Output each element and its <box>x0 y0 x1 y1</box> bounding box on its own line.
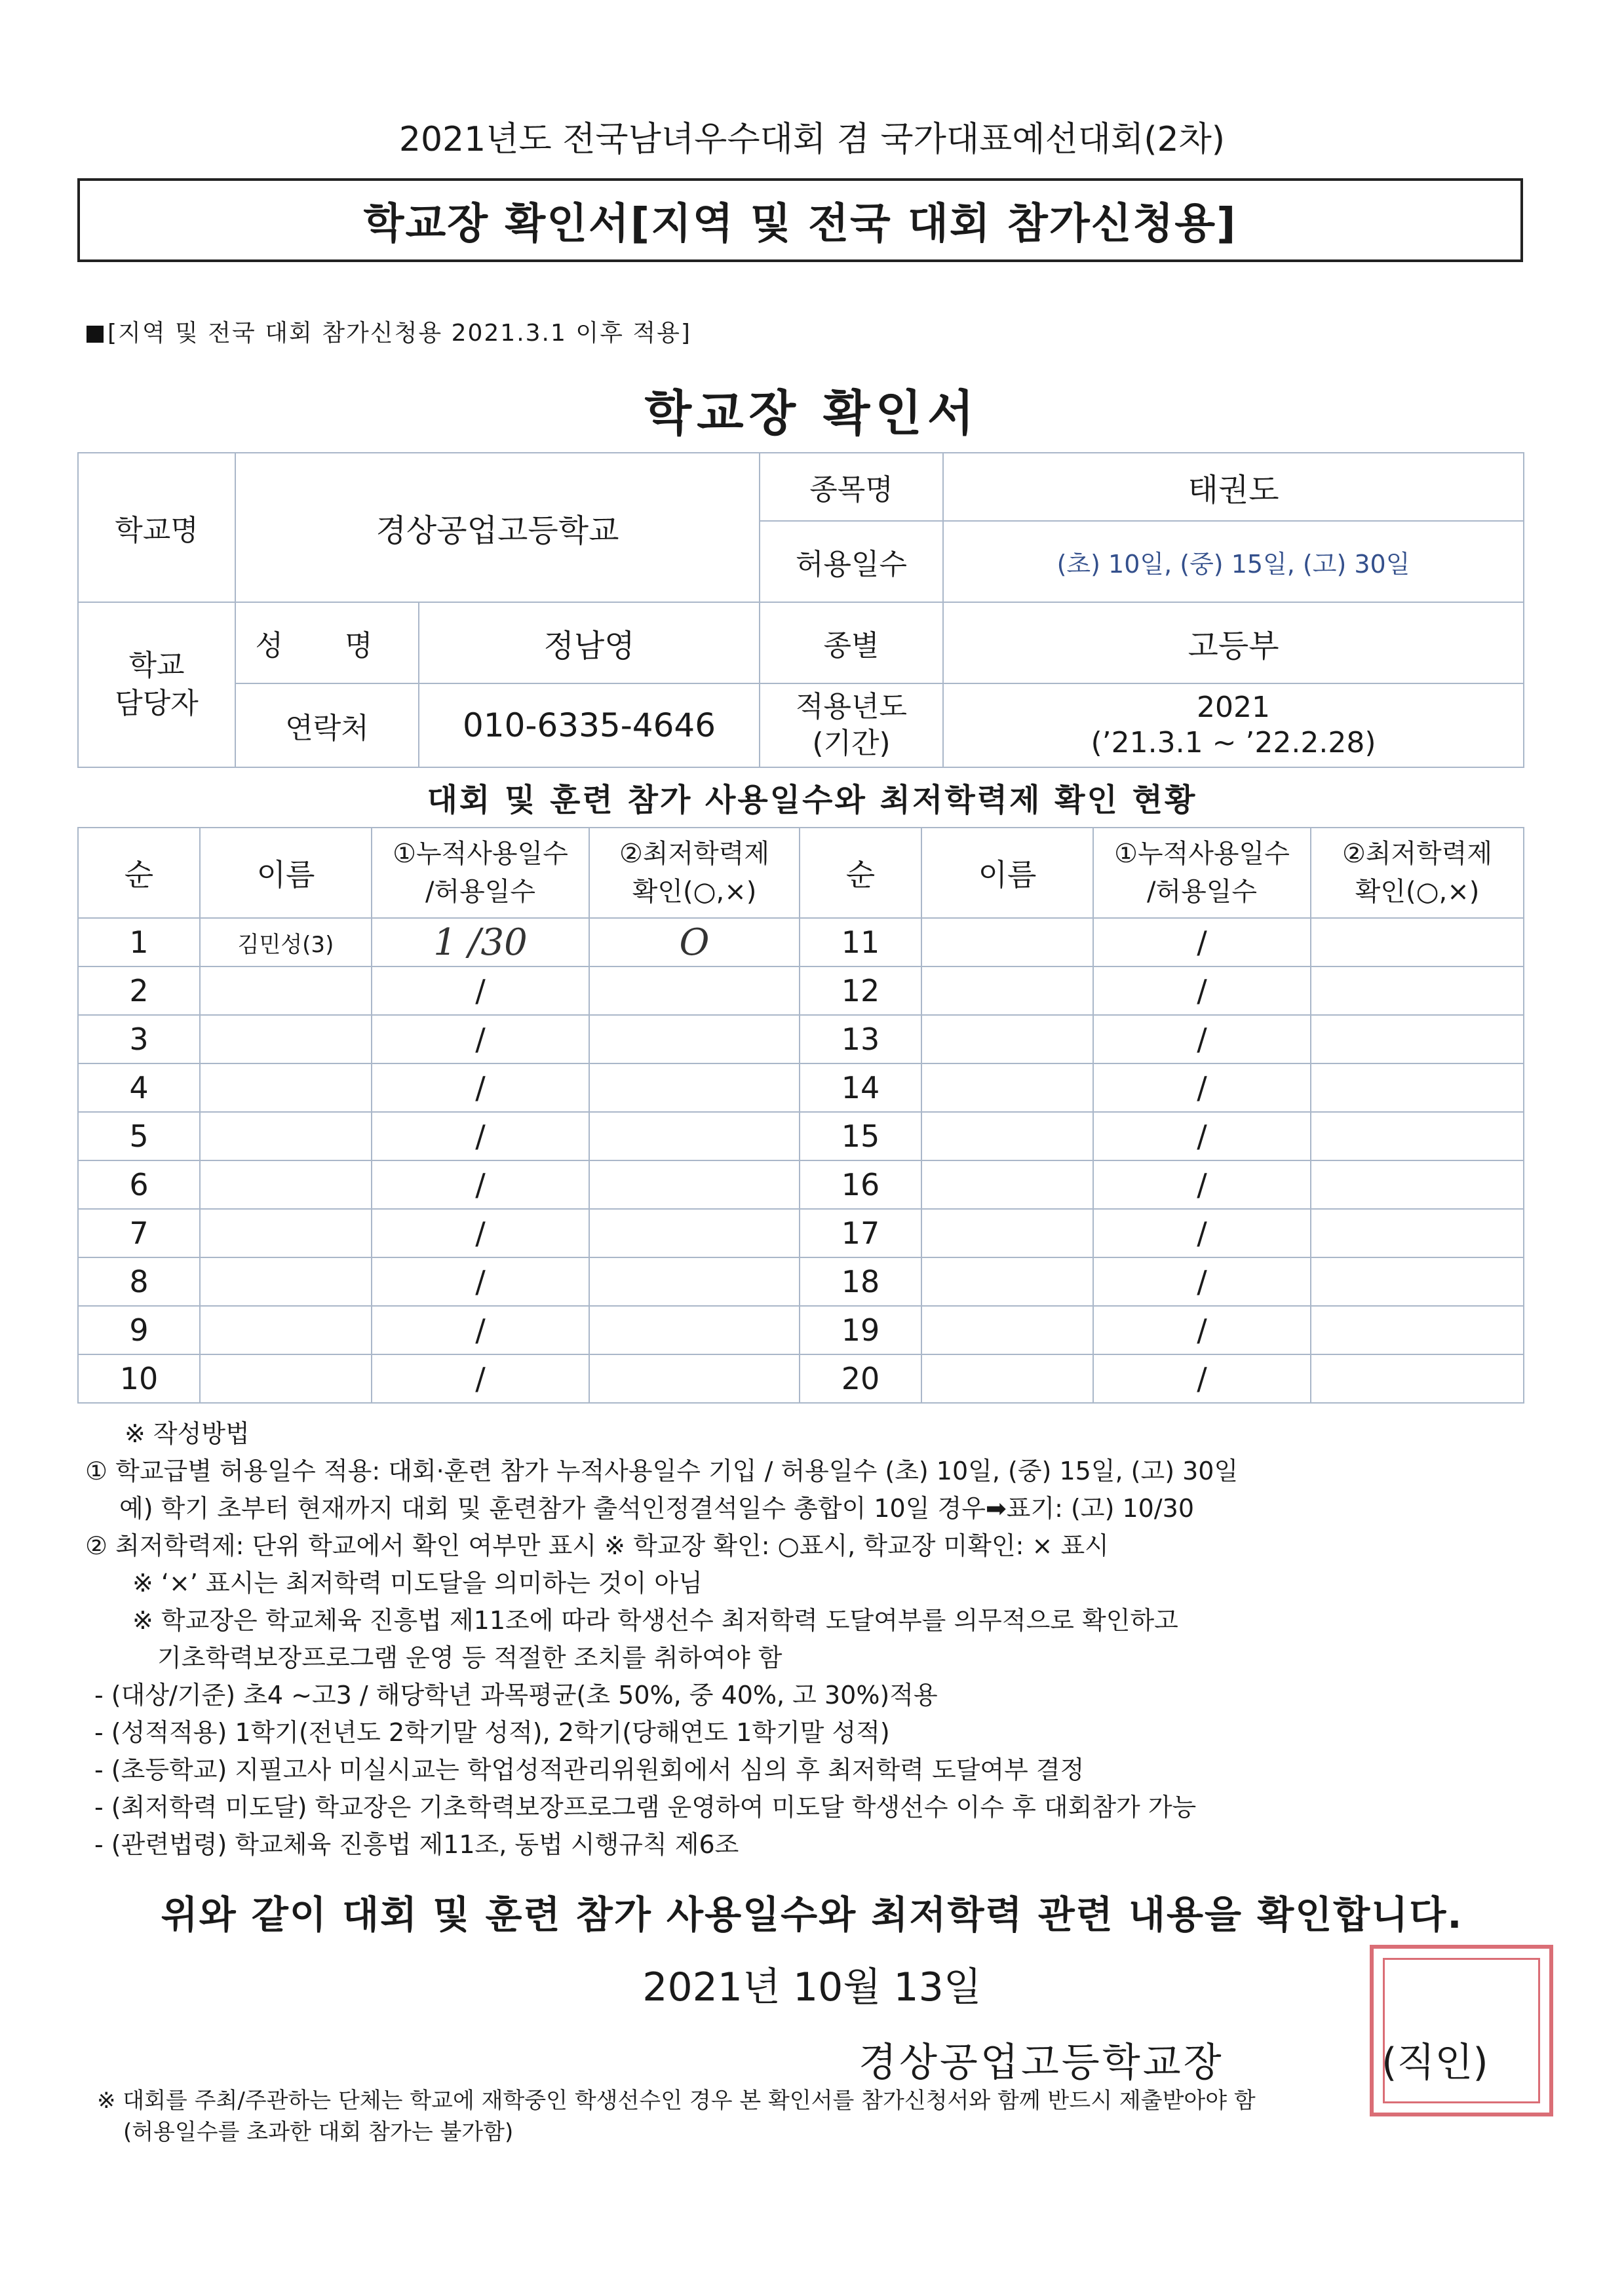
school-label: 학교명 <box>78 453 235 602</box>
athlete-name <box>921 1306 1093 1354</box>
row-number: 20 <box>800 1354 921 1403</box>
document-title: 학교장 확인서[지역 및 전국 대회 참가신청용] <box>363 200 1237 248</box>
row-number: 17 <box>800 1209 921 1257</box>
academic-check <box>1311 918 1524 966</box>
table-row <box>78 1015 1524 1063</box>
academic-check <box>1311 1209 1524 1257</box>
athlete-name <box>921 1015 1093 1063</box>
notice <box>87 315 691 348</box>
instruction-line: ※ 학교장은 학교체육 진흥법 제11조에 따라 학생선수 최저학력 도달여부를 의무적으로 확인하고 <box>132 1606 1178 1635</box>
academic-check <box>589 1063 800 1112</box>
row-number: 3 <box>78 1015 200 1063</box>
athlete-name: 김민성(3) <box>200 918 372 966</box>
table-row <box>78 1354 1524 1403</box>
contact-label: 연락처 <box>235 683 419 767</box>
days-entry: / <box>372 1306 589 1354</box>
sport-value: 태권도 <box>943 453 1524 521</box>
table-row <box>78 1112 1524 1160</box>
division-label: 종별 <box>760 602 943 683</box>
instruction-line: - (관련법령) 학교체육 진흥법 제11조, 동법 시행규칙 제6조 <box>94 1830 739 1859</box>
days-entry: / <box>372 966 589 1015</box>
name-label: 성 명 <box>235 602 419 683</box>
academic-check <box>1311 1306 1524 1354</box>
athlete-name <box>200 966 372 1015</box>
academic-check <box>1311 1257 1524 1306</box>
instruction-line: ① 학교급별 허용일수 적용: 대회·훈련 참가 누적사용일수 기입 / 허용일수 (초) 10일, (중) 15일, (고) 30일 <box>85 1457 1239 1485</box>
days-entry: / <box>372 1063 589 1112</box>
days-entry: / <box>1093 1160 1311 1209</box>
table-row <box>78 966 1524 1015</box>
table-row <box>78 918 1524 966</box>
header-name: 이름 <box>921 828 1093 918</box>
row-number: 8 <box>78 1257 200 1306</box>
athlete-name <box>921 918 1093 966</box>
days-entry: / <box>1093 1063 1311 1112</box>
instruction-line: ※ ‘×’ 표시는 최저학력 미도달을 의미하는 것이 아님 <box>132 1569 703 1598</box>
status-section-title: 대회 및 훈련 참가 사용일수와 최저학력제 확인 현황 <box>427 782 1197 818</box>
row-number: 10 <box>78 1354 200 1403</box>
manager-name: 정남영 <box>419 602 760 683</box>
instruction-line: - (성적적용) 1학기(전년도 2학기말 성적), 2학기(당해연도 1학기말 성적) <box>94 1718 890 1747</box>
row-number: 14 <box>800 1063 921 1112</box>
athlete-name <box>921 1209 1093 1257</box>
row-number: 7 <box>78 1209 200 1257</box>
header-academic: ②최저학력제 확인(○,×) <box>589 828 800 918</box>
academic-check <box>1311 1112 1524 1160</box>
row-number: 12 <box>800 966 921 1015</box>
row-number: 16 <box>800 1160 921 1209</box>
period-value: 2021 (’21.3.1 ~ ’22.2.28) <box>943 683 1524 767</box>
row-number: 11 <box>800 918 921 966</box>
instruction-line: ② 최저학력제: 단위 학교에서 확인 여부만 표시 ※ 학교장 확인: ○표시, 학교장 미확인: × 표시 <box>85 1531 1109 1560</box>
athlete-name <box>921 1354 1093 1403</box>
notice-text: [지역 및 전국 대회 참가신청용 2021.3.1 이후 적용] <box>107 320 691 347</box>
instructions-heading: ※ 작성방법 <box>125 1419 250 1448</box>
academic-check: O <box>589 918 800 966</box>
allowed-days-value: (초) 10일, (중) 15일, (고) 30일 <box>943 521 1524 602</box>
table-row <box>78 1257 1524 1306</box>
header-days: ①누적사용일수 /허용일수 <box>1093 828 1311 918</box>
table-row <box>78 1306 1524 1354</box>
athlete-name <box>921 1257 1093 1306</box>
days-entry: / <box>1093 1112 1311 1160</box>
days-entry: / <box>1093 1209 1311 1257</box>
days-entry: / <box>372 1160 589 1209</box>
academic-check <box>1311 1063 1524 1112</box>
academic-check <box>589 1160 800 1209</box>
instruction-line: - (최저학력 미도달) 학교장은 기초학력보장프로그램 운영하여 미도달 학생선수 이수 후 대회참가 가능 <box>94 1793 1197 1822</box>
header-days: ①누적사용일수 /허용일수 <box>372 828 589 918</box>
table-row <box>78 1209 1524 1257</box>
period-label: 적용년도 (기간) <box>760 683 943 767</box>
instruction-line: - (초등학교) 지필고사 미실시교는 학업성적관리위원회에서 심의 후 최저학력 도달여부 결정 <box>94 1755 1085 1784</box>
athlete-name <box>921 1063 1093 1112</box>
principal-title: 경상공업고등학교장 <box>859 2040 1224 2086</box>
athlete-name <box>200 1160 372 1209</box>
manager-label: 학교 담당자 <box>78 602 235 767</box>
instruction-line: 예) 학기 초부터 현재까지 대회 및 훈련참가 출석인정결석일수 총합이 10일 경우➡표기: (고) 10/30 <box>119 1494 1195 1523</box>
athlete-name <box>200 1015 372 1063</box>
athlete-name <box>200 1306 372 1354</box>
days-entry: 1 /30 <box>372 918 589 966</box>
row-number: 18 <box>800 1257 921 1306</box>
row-number: 19 <box>800 1306 921 1354</box>
instructions <box>85 1415 1560 1864</box>
academic-check <box>1311 1015 1524 1063</box>
table-row <box>78 1063 1524 1112</box>
days-entry: / <box>372 1015 589 1063</box>
days-entry: / <box>1093 1015 1311 1063</box>
instruction-line: - (대상/기준) 초4 ~고3 / 해당학년 과목평균(초 50%, 중 40%, 고 30%)적용 <box>94 1681 938 1710</box>
footer-note <box>97 2085 1539 2148</box>
header-no: 순 <box>78 828 200 918</box>
division-value: 고등부 <box>943 602 1524 683</box>
confirmation-statement: 위와 같이 대회 및 훈련 참가 사용일수와 최저학력 관련 내용을 확인합니다. <box>161 1892 1463 1937</box>
row-number: 15 <box>800 1112 921 1160</box>
athlete-name <box>200 1209 372 1257</box>
document-title-box <box>77 178 1523 262</box>
allowed-days-label: 허용일수 <box>760 521 943 602</box>
square-bullet-icon <box>87 326 104 343</box>
days-entry: / <box>1093 966 1311 1015</box>
instruction-line: 기초학력보장프로그램 운영 등 적절한 조치를 취하여야 함 <box>157 1643 783 1672</box>
header-name: 이름 <box>200 828 372 918</box>
athlete-name <box>200 1354 372 1403</box>
athlete-name <box>200 1063 372 1112</box>
days-entry: / <box>1093 918 1311 966</box>
days-entry: / <box>1093 1306 1311 1354</box>
header-no: 순 <box>800 828 921 918</box>
athlete-name <box>200 1112 372 1160</box>
info-table <box>77 452 1524 768</box>
athlete-name <box>921 1160 1093 1209</box>
academic-check <box>589 1306 800 1354</box>
athlete-name <box>921 966 1093 1015</box>
academic-check <box>1311 1160 1524 1209</box>
days-entry: / <box>372 1354 589 1403</box>
seal-label: (직인) <box>1382 2040 1488 2086</box>
row-number: 5 <box>78 1112 200 1160</box>
academic-check <box>1311 1354 1524 1403</box>
academic-check <box>589 1257 800 1306</box>
contact-value: 010-6335-4646 <box>419 683 760 767</box>
event-title: 2021년도 전국남녀우수대회 겸 국가대표예선대회(2차) <box>398 120 1226 159</box>
days-entry: / <box>372 1112 589 1160</box>
row-number: 4 <box>78 1063 200 1112</box>
athlete-name <box>921 1112 1093 1160</box>
academic-check <box>589 1015 800 1063</box>
academic-check <box>589 1112 800 1160</box>
school-name: 경상공업고등학교 <box>235 453 760 602</box>
row-number: 1 <box>78 918 200 966</box>
athlete-name <box>200 1257 372 1306</box>
academic-check <box>1311 966 1524 1015</box>
signing-date: 2021년 10월 13일 <box>642 1964 982 2010</box>
roster-table <box>77 827 1524 1404</box>
row-number: 6 <box>78 1160 200 1209</box>
row-number: 9 <box>78 1306 200 1354</box>
row-number: 2 <box>78 966 200 1015</box>
main-title: 학교장 확인서 <box>644 385 980 442</box>
footer-line: ※ 대회를 주최/주관하는 단체는 학교에 재학중인 학생선수인 경우 본 확인서를 참가신청서와 함께 반드시 제출받아야 함 <box>97 2088 1256 2114</box>
days-entry: / <box>1093 1257 1311 1306</box>
days-entry: / <box>1093 1354 1311 1403</box>
row-number: 13 <box>800 1015 921 1063</box>
footer-line: (허용일수를 초과한 대회 참가는 불가함) <box>123 2119 514 2145</box>
days-entry: / <box>372 1209 589 1257</box>
sport-label: 종목명 <box>760 453 943 521</box>
academic-check <box>589 1354 800 1403</box>
table-row <box>78 1160 1524 1209</box>
academic-check <box>589 966 800 1015</box>
academic-check <box>589 1209 800 1257</box>
days-entry: / <box>372 1257 589 1306</box>
header-academic: ②최저학력제 확인(○,×) <box>1311 828 1524 918</box>
